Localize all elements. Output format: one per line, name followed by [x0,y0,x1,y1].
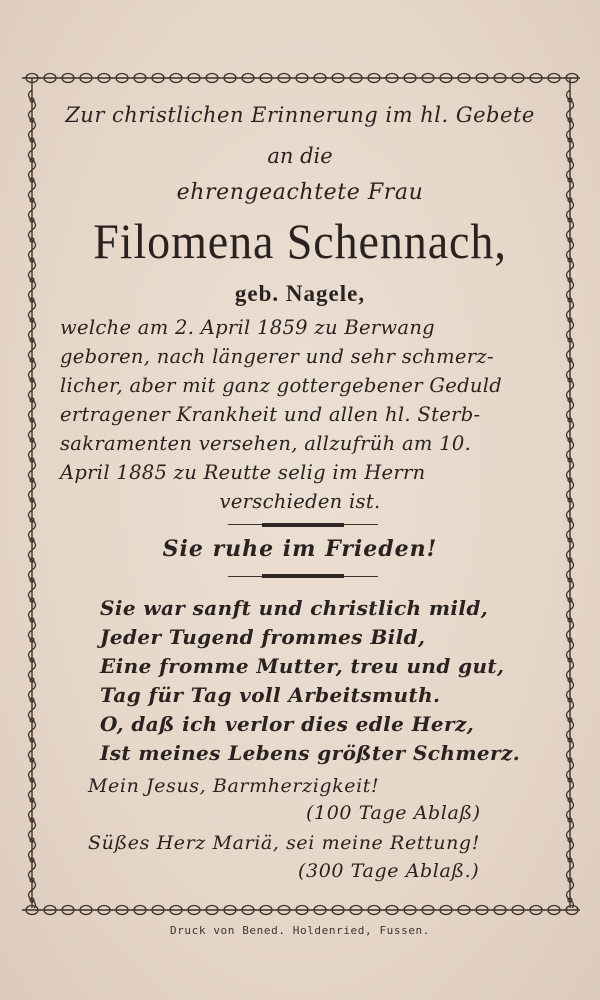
poem-line-5: O, daß ich verlor dies edle Herz, [100,712,475,736]
divider-bar-top [262,523,344,527]
printer-imprint: Druck von Bened. Holdenried, Fussen. [169,924,430,937]
poem-line-2: Jeder Tugend frommes Bild, [100,625,426,649]
body-line-4: ertragener Krankheit und allen hl. Sterb- [60,403,481,426]
poem-line-1: Sie war sanft und christlich mild, [100,596,489,620]
indulgence-300: (300 Tage Ablaß.) [298,860,480,882]
prayer-jesus: Mein Jesus, Barmherzigkeit! [88,775,380,797]
ornament-border-top [22,70,580,86]
heading-dedication: Zur christlichen Erinnerung im hl. Gebete [65,103,535,127]
indulgence-100: (100 Tage Ablaß) [306,802,481,824]
body-line-3: licher, aber mit ganz gottergebener Geduld [60,374,503,397]
poem-line-3: Eine fromme Mutter, treu und gut, [100,654,505,678]
heading-an-die: an die [267,144,333,168]
body-line-2: geboren, nach längerer und sehr schmerz- [60,345,494,368]
body-line-7: verschieden ist. [219,490,381,513]
poem-line-4: Tag für Tag voll Arbeitsmuth. [100,683,441,707]
deceased-name: Filomena Schennach, [93,213,507,269]
divider-bar-bottom [262,574,344,578]
maiden-name: geb. Nagele, [234,281,366,306]
rest-in-peace: Sie ruhe im Frieden! [162,536,438,562]
body-line-1: welche am 2. April 1859 zu Berwang [60,316,435,339]
prayer-maria: Süßes Herz Mariä, sei meine Rettung! [88,832,480,854]
body-line-5: sakramenten versehen, allzufrüh am 10. [60,432,472,455]
poem-line-6: Ist meines Lebens größter Schmerz. [100,741,521,765]
body-line-6: April 1885 zu Reutte selig im Herrn [60,461,426,484]
heading-honorific: ehrengeachtete Frau [176,180,424,205]
ornament-border-bottom [22,902,580,918]
